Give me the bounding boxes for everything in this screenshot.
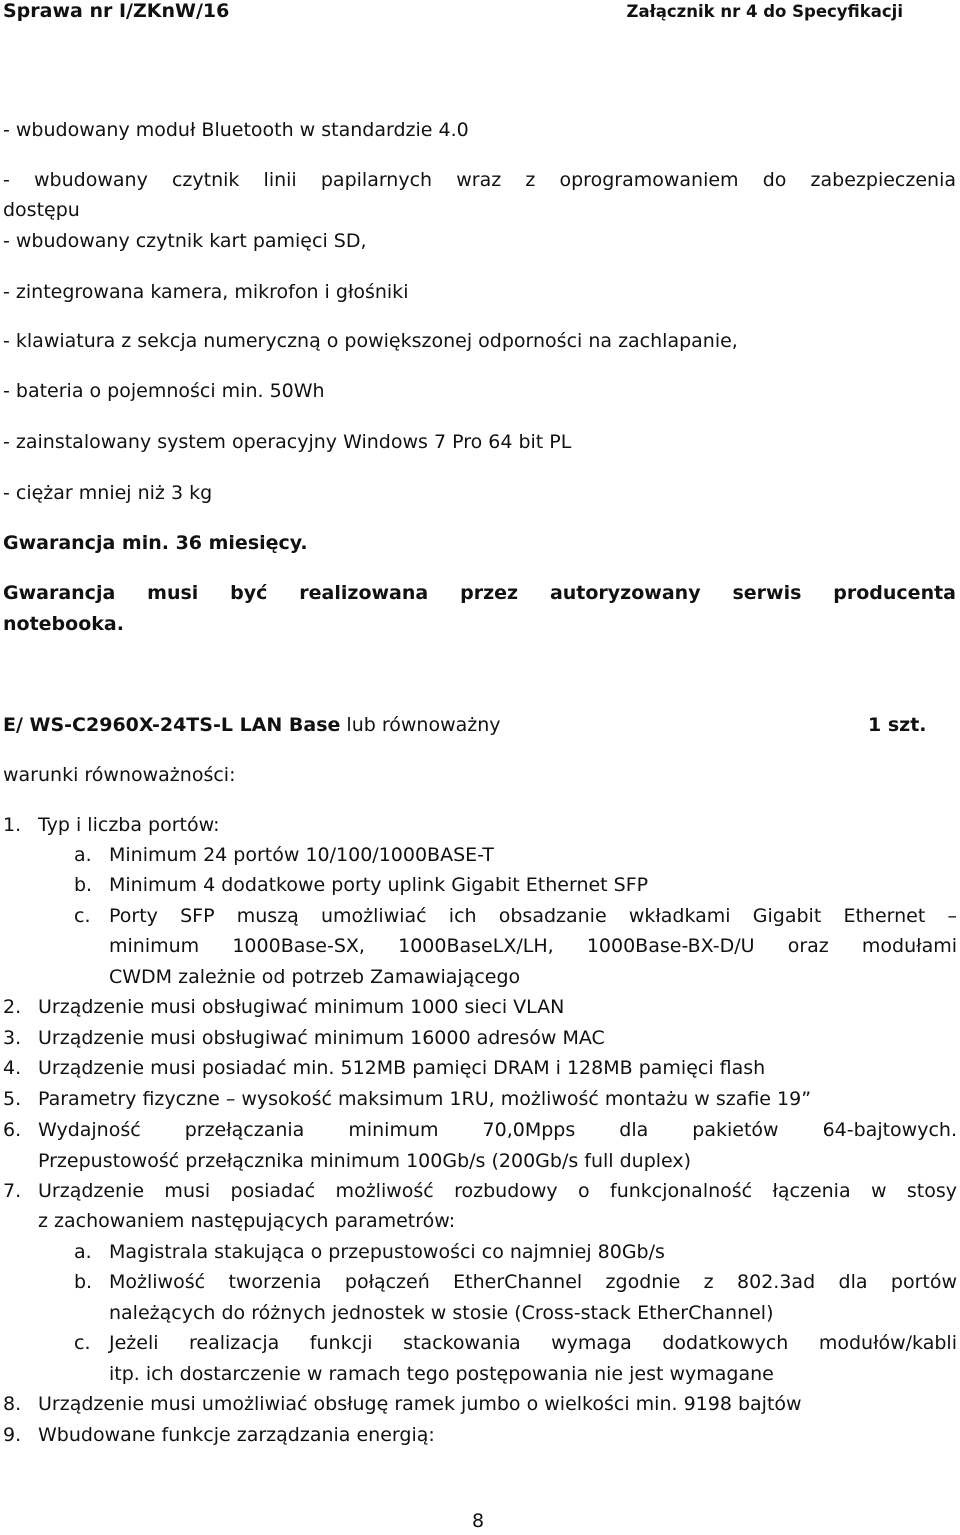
list-number: 6. (3, 1119, 22, 1141)
list-item: Urządzenie musi obsługiwać minimum 16000 adresów MAC (38, 1027, 605, 1049)
list-item: Wbudowane funkcje zarządzania energią: (38, 1424, 435, 1446)
list-number: 2. (3, 996, 22, 1018)
list-item-cont: Przepustowość przełącznika minimum 100Gb/s (200Gb/s full duplex) (38, 1150, 692, 1172)
product-model: E/ WS-C2960X-24TS-L LAN Base (3, 714, 341, 736)
list-number: 1. (3, 814, 22, 836)
list-item: Porty SFP muszą umożliwiać ich obsadzanie wkładkami Gigabit Ethernet – (109, 905, 957, 927)
list-number: 4. (3, 1057, 22, 1079)
list-item: Magistrala stakująca o przepustowości co najmniej 80Gb/s (109, 1241, 665, 1263)
list-number: 5. (3, 1088, 22, 1110)
spec-line: - klawiatura z sekcja numeryczną o powiększonej odporności na zachlapanie, (3, 330, 738, 352)
spec-line: dostępu (3, 199, 80, 221)
spec-line: - bateria o pojemności min. 50Wh (3, 380, 325, 402)
list-number: c. (74, 905, 91, 927)
spec-line: - zintegrowana kamera, mikrofon i głośniki (3, 281, 409, 303)
spec-line: - ciężar mniej niż 3 kg (3, 482, 213, 504)
list-number: 7. (3, 1180, 22, 1202)
conditions-label: warunki równoważności: (3, 764, 236, 786)
list-item: Urządzenie musi umożliwiać obsługę ramek jumbo o wielkości min. 9198 bajtów (38, 1393, 802, 1415)
list-item-cont: z zachowaniem następujących parametrów: (38, 1210, 456, 1232)
list-item: Typ i liczba portów: (38, 814, 220, 836)
list-item-cont: CWDM zależnie od potrzeb Zamawiającego (109, 966, 521, 988)
list-item: Możliwość tworzenia połączeń EtherChannel zgodnie z 802.3ad dla portów (109, 1271, 957, 1293)
list-number: b. (74, 1271, 93, 1293)
list-number: 3. (3, 1027, 22, 1049)
list-number: 9. (3, 1424, 22, 1446)
product-equivalent: lub równoważny (340, 714, 501, 736)
product-quantity: 1 szt. (868, 714, 927, 736)
product-title (3, 711, 501, 739)
spec-line: - wbudowany czytnik kart pamięci SD, (3, 230, 367, 252)
warranty-period: Gwarancja min. 36 miesięcy. (3, 532, 308, 554)
list-number: c. (74, 1332, 91, 1354)
list-item: Minimum 4 dodatkowe porty uplink Gigabit Ethernet SFP (109, 874, 649, 896)
page-header (3, 0, 903, 26)
case-number: Sprawa nr I/ZKnW/16 (3, 0, 230, 22)
list-number: 8. (3, 1393, 22, 1415)
list-item: Wydajność przełączania minimum 70,0Mpps dla pakietów 64-bajtowych. (38, 1119, 957, 1141)
list-item: Urządzenie musi posiadać możliwość rozbudowy o funkcjonalność łączenia w stosy (38, 1180, 957, 1202)
list-item: Urządzenie musi posiadać min. 512MB pamięci DRAM i 128MB pamięci flash (38, 1057, 766, 1079)
list-item: Minimum 24 portów 10/100/1000BASE-T (109, 844, 494, 866)
list-item: Urządzenie musi obsługiwać minimum 1000 sieci VLAN (38, 996, 565, 1018)
list-item-cont: itp. ich dostarczenie w ramach tego postępowania nie jest wymagane (109, 1363, 774, 1385)
list-number: a. (74, 844, 92, 866)
spec-line: - wbudowany moduł Bluetooth w standardzie 4.0 (3, 119, 469, 141)
list-item: Jeżeli realizacja funkcji stackowania wymaga dodatkowych modułów/kabli (109, 1332, 957, 1354)
spec-line: - zainstalowany system operacyjny Windows 7 Pro 64 bit PL (3, 431, 572, 453)
list-number: b. (74, 874, 93, 896)
warranty-service-cont: notebooka. (3, 613, 124, 635)
spec-line: - wbudowany czytnik linii papilarnych wraz z oprogramowaniem do zabezpieczenia (3, 169, 956, 191)
list-item-cont: należących do różnych jednostek w stosie (Cross-stack EtherChannel) (109, 1302, 774, 1324)
page-number: 8 (472, 1510, 485, 1532)
list-number: a. (74, 1241, 92, 1263)
warranty-service: Gwarancja musi być realizowana przez autoryzowany serwis producenta (3, 582, 956, 604)
attachment-label: Załącznik nr 4 do Specyfikacji (626, 2, 903, 21)
list-item: Parametry fizyczne – wysokość maksimum 1RU, możliwość montażu w szafie 19” (38, 1088, 812, 1110)
list-item-cont: minimum 1000Base-SX, 1000BaseLX/LH, 1000Base-BX-D/U oraz modułami (109, 935, 957, 957)
